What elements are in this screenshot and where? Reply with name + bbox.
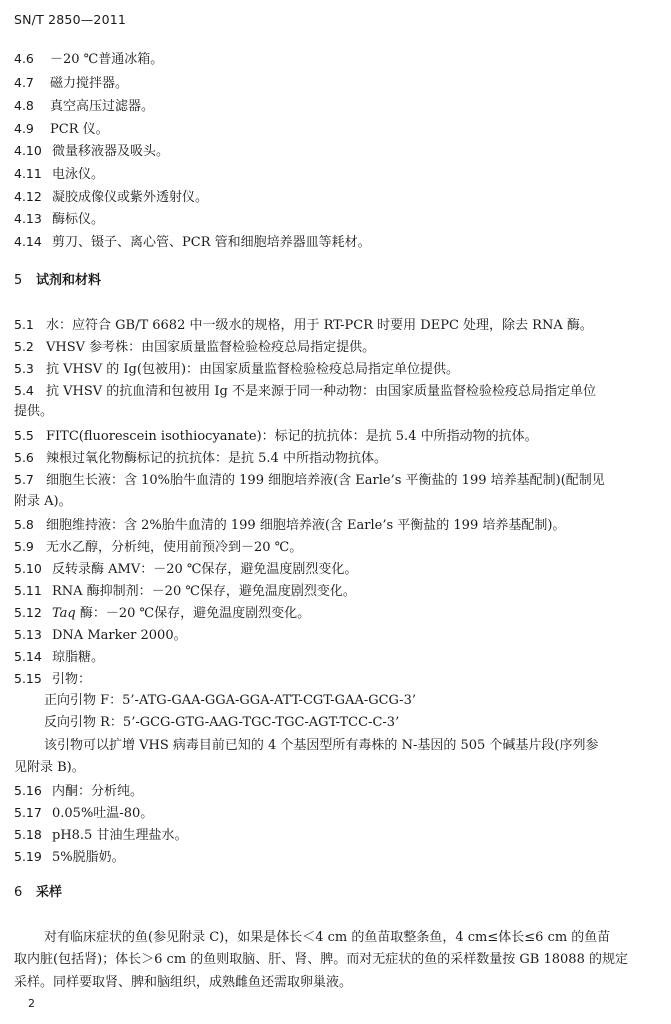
list-item: 5.1 水：应符合 GB/T 6682 中一级水的规格，用于 RT-PCR 时要用 DEPC 处理，除去 RNA 酶。 [14, 317, 593, 333]
list-item: 5.8 细胞维持液：含 2%胎牛血清的 199 细胞培养液(含 Earle’s 平衡盐的 199 培养基配制)。 [14, 517, 566, 533]
list-item: 5.18 pH8.5 甘油生理盐水。 [14, 827, 188, 843]
list-item: 5.14 琼脂糖。 [14, 649, 105, 665]
list-item: 4.6 －20 ℃普通冰箱。 [14, 51, 164, 67]
list-item: 4.7 磁力搅拌器。 [14, 75, 129, 91]
list-item: 4.13 酶标仪。 [14, 211, 105, 227]
list-item: 5.4 抗 VHSV 的抗血清和包被用 Ig 不是来源于同一种动物：由国家质量监督检验检疫总局指定单位 [14, 383, 597, 399]
section-heading: 5 试剂和材料 [14, 273, 102, 288]
list-item-continuation: 附录 A)。 [14, 494, 72, 509]
list-item: 5.15 引物： [14, 671, 92, 687]
list-item: 4.10 微量移液器及吸头。 [14, 143, 170, 159]
primer-note-continuation: 见附录 B)。 [14, 760, 85, 775]
primer-reverse: 反向引物 R：5’-GCG-GTG-AAG-TGC-TGC-AGT-TCC-C-3’ [44, 715, 400, 730]
list-item: 5.7 细胞生长液：含 10%胎牛血清的 199 细胞培养液(含 Earle’s 平衡盐的 199 培养基配制)(配制见 [14, 472, 605, 488]
list-item: 5.11 RNA 酶抑制剂：－20 ℃保存，避免温度剧烈变化。 [14, 583, 356, 599]
list-item: 5.12 Taq 酶：－20 ℃保存，避免温度剧烈变化。 [14, 605, 311, 621]
list-item: 4.12 凝胶成像仪或紫外透射仪。 [14, 189, 209, 205]
list-item: 4.11 电泳仪。 [14, 166, 105, 182]
list-item: 5.10 反转录酶 AMV：－20 ℃保存，避免温度剧烈变化。 [14, 561, 358, 577]
standard-code-header: SN/T 2850—2011 [14, 12, 127, 27]
section-heading: 6 采样 [14, 885, 63, 900]
list-item: 4.14 剪刀、镊子、离心管、PCR 管和细胞培养器皿等耗材。 [14, 234, 371, 250]
page-number: 2 [28, 997, 35, 1010]
primer-forward: 正向引物 F：5’-ATG-GAA-GGA-GGA-ATT-CGT-GAA-GCG-3’ [44, 693, 416, 708]
list-item: 5.5 FITC(fluorescein isothiocyanate)：标记的抗抗体：是抗 5.4 中所指动物的抗体。 [14, 428, 538, 444]
paragraph-line: 采样。同样要取肾、脾和脑组织，成熟雌鱼还需取卵巢液。 [14, 975, 353, 990]
list-item: 5.17 0.05%吐温-80。 [14, 805, 154, 821]
paragraph-line: 取内脏(包括肾)；体长＞6 cm 的鱼则取脑、肝、肾、脾。而对无症状的鱼的采样数量按 GB 18088 的规定 [14, 952, 628, 967]
list-item: 5.2 VHSV 参考株：由国家质量监督检验检疫总局指定提供。 [14, 339, 376, 355]
primer-note: 该引物可以扩增 VHS 病毒目前已知的 4 个基因型所有毒株的 N-基因的 505 个碱基片段(序列参 [44, 738, 599, 753]
list-item: 5.9 无水乙醇，分析纯，使用前预冷到－20 ℃。 [14, 539, 303, 555]
list-item: 5.3 抗 VHSV 的 Ig(包被用)：由国家质量监督检验检疫总局指定单位提供。 [14, 361, 460, 377]
paragraph-line: 对有临床症状的鱼(参见附录 C)，如果是体长＜4 cm 的鱼苗取整条鱼，4 cm≤体长≤6 cm 的鱼苗 [44, 930, 611, 945]
list-item-continuation: 提供。 [14, 404, 54, 419]
list-item: 5.19 5%脱脂奶。 [14, 849, 125, 865]
list-item: 5.13 DNA Marker 2000。 [14, 627, 187, 643]
list-item: 5.6 辣根过氧化物酶标记的抗抗体：是抗 5.4 中所指动物抗体。 [14, 450, 387, 466]
list-item: 5.16 内酮：分析纯。 [14, 783, 144, 799]
list-item: 4.8 真空高压过滤器。 [14, 98, 155, 114]
list-item: 4.9 PCR 仪。 [14, 121, 109, 137]
